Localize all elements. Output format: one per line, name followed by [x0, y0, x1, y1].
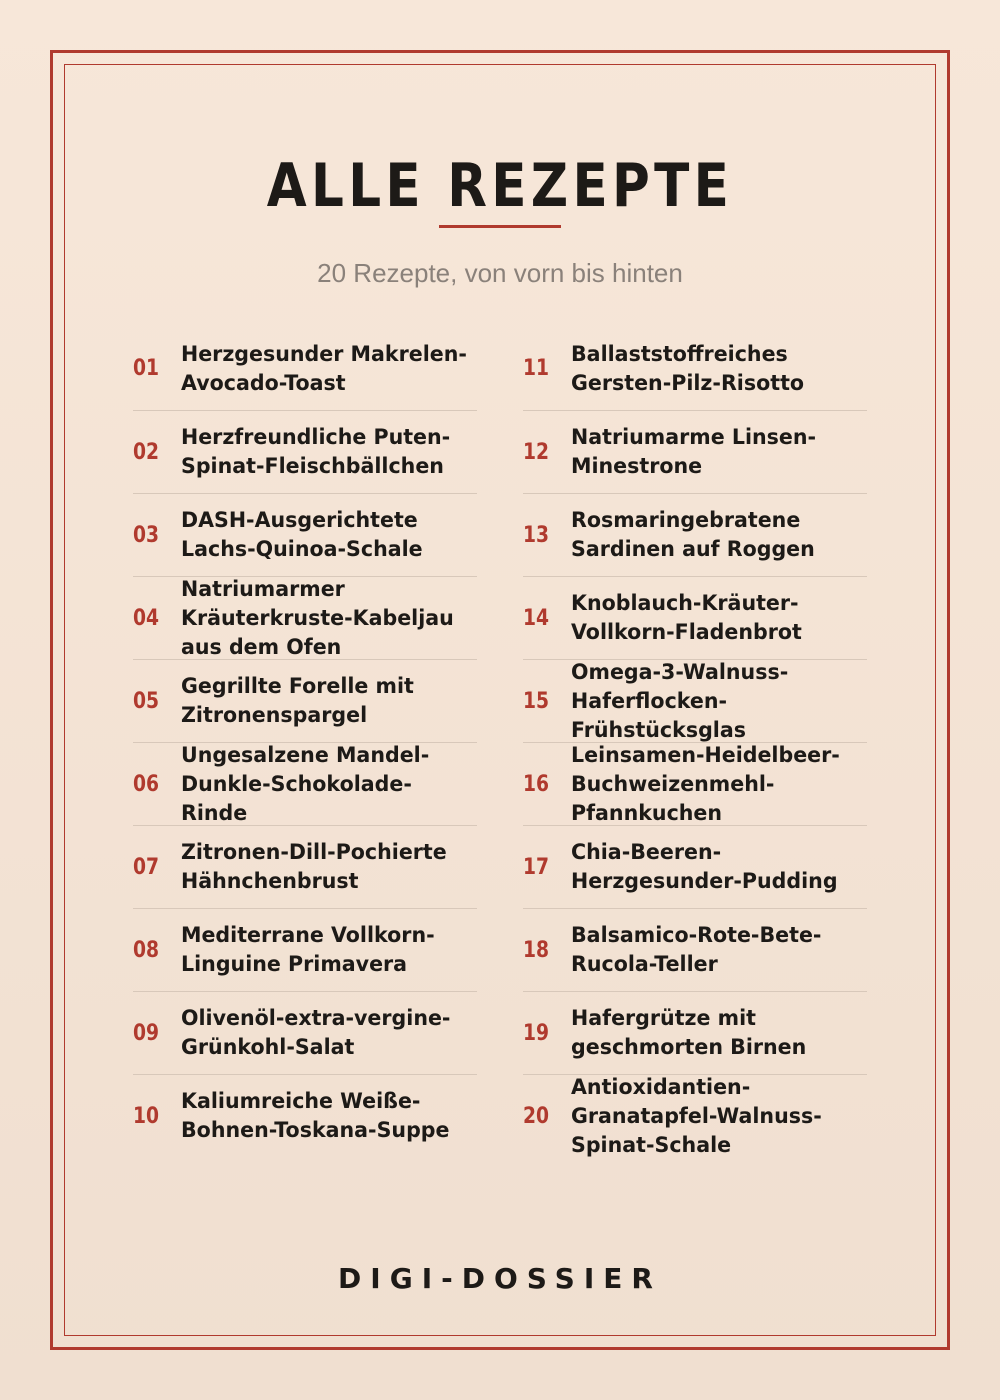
recipe-name: Gegrillte Forelle mit Zitronenspargel: [181, 674, 414, 727]
recipe-number: 14: [523, 605, 550, 631]
recipe-item: [133, 410, 477, 493]
recipe-name: Zitronen-Dill-Pochierte Hähnchenbrust: [181, 840, 447, 893]
recipe-item: [523, 1074, 867, 1157]
recipe-number: 07: [133, 854, 160, 880]
recipe-number: 20: [523, 1103, 550, 1129]
recipe-name: DASH-Ausgerichtete Lachs-Quinoa-Schale: [181, 508, 423, 561]
recipe-number: 02: [133, 439, 160, 465]
footer-brand: DIGI-DOSSIER: [338, 1262, 662, 1295]
recipe-number: 17: [523, 854, 550, 880]
page-title: ALLE REZEPTE: [266, 151, 734, 221]
recipe-number: 12: [523, 439, 550, 465]
recipe-item: [133, 493, 477, 576]
recipe-item: [523, 742, 867, 825]
recipe-name: Kaliumreiche Weiße-Bohnen-Toskana-Suppe: [181, 1089, 450, 1142]
recipe-number: 01: [133, 356, 160, 381]
recipe-name: Leinsamen-Heidelbeer-Buchweizenmehl-Pfannkuchen: [571, 742, 840, 825]
recipe-name: Natriumarmer Kräuterkruste-Kabeljau aus dem Ofen: [181, 576, 454, 659]
recipe-name: Antioxidantien-Granatapfel-Walnuss-Spinat-Schale: [571, 1074, 822, 1157]
recipe-name: Hafergrütze mit geschmorten Birnen: [571, 1006, 807, 1059]
recipe-item: [523, 410, 867, 493]
recipe-item: [523, 908, 867, 991]
recipe-item: [133, 825, 477, 908]
recipe-item: [133, 576, 477, 659]
recipe-number: 09: [133, 1020, 160, 1046]
recipe-number: 19: [523, 1020, 550, 1046]
recipe-name: Herzfreundliche Puten-Spinat-Fleischbällchen: [181, 425, 451, 478]
recipe-number: 18: [523, 937, 550, 963]
recipe-name: Herzgesunder Makrelen-Avocado-Toast: [181, 341, 467, 395]
recipe-item: [133, 742, 477, 825]
recipe-number: 05: [133, 688, 160, 714]
recipe-number: 15: [523, 688, 550, 714]
recipe-number: 06: [133, 771, 160, 797]
page-subtitle: 20 Rezepte, von vorn bis hinten: [317, 258, 683, 288]
recipe-item: [133, 659, 477, 742]
recipe-name: Omega-3-Walnuss-Haferflocken-Frühstücksglas: [571, 659, 789, 742]
recipe-name: Balsamico-Rote-Bete-Rucola-Teller: [571, 923, 822, 976]
recipe-number: 11: [523, 356, 550, 381]
recipe-name: Chia-Beeren-Herzgesunder-Pudding: [571, 840, 838, 893]
recipe-number: 16: [523, 771, 550, 797]
recipe-number: 13: [523, 522, 550, 548]
recipe-name: Natriumarme Linsen-Minestrone: [571, 425, 817, 478]
recipe-list-left: [133, 327, 477, 1157]
recipe-item: [133, 327, 477, 410]
recipe-number: 08: [133, 937, 160, 963]
recipe-item: [133, 991, 477, 1074]
recipe-name: Olivenöl-extra-vergine-Grünkohl-Salat: [181, 1006, 451, 1059]
recipe-name: Ballaststoffreiches Gersten-Pilz-Risotto: [571, 341, 805, 395]
recipe-item: [523, 991, 867, 1074]
recipe-item: [133, 908, 477, 991]
title-underline: [439, 225, 561, 228]
recipe-name: Rosmaringebratene Sardinen auf Roggen: [571, 508, 815, 561]
recipe-name: Knoblauch-Kräuter-Vollkorn-Fladenbrot: [571, 591, 802, 644]
recipe-name: Mediterrane Vollkorn-Linguine Primavera: [181, 923, 435, 976]
recipe-item: [523, 576, 867, 659]
recipe-number: 03: [133, 522, 160, 548]
recipe-item: [523, 659, 867, 742]
recipe-list-right: [523, 327, 867, 1157]
recipe-item: [523, 493, 867, 576]
recipe-number: 10: [133, 1103, 160, 1129]
recipe-item: [523, 825, 867, 908]
recipe-item: [523, 327, 867, 410]
recipe-item: [133, 1074, 477, 1157]
recipe-name: Ungesalzene Mandel-Dunkle-Schokolade-Rinde: [181, 742, 430, 825]
recipe-number: 04: [133, 605, 160, 631]
